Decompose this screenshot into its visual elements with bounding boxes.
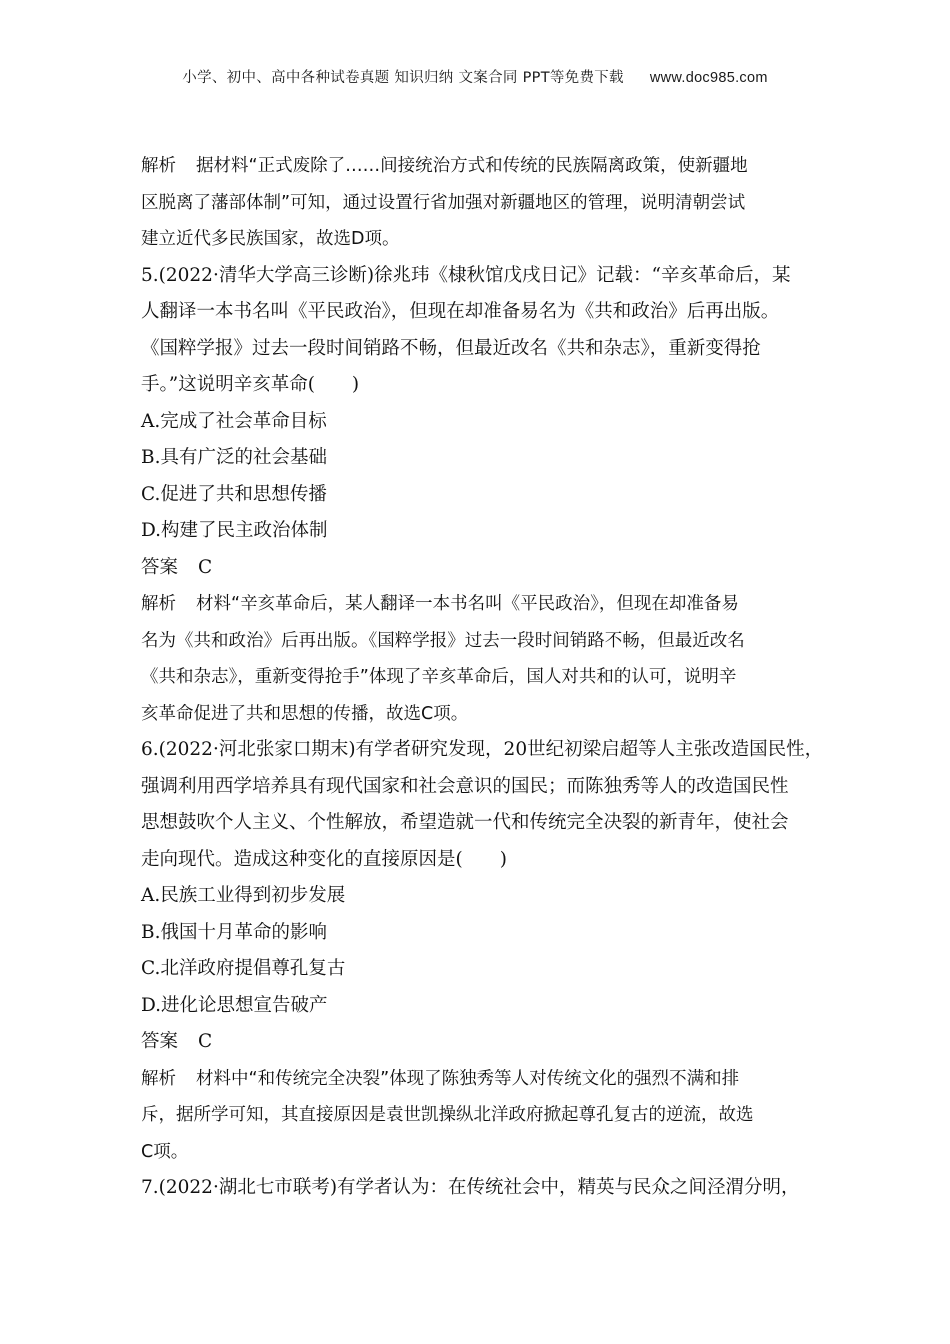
analysis-line xyxy=(141,586,813,623)
page-header xyxy=(0,66,950,87)
analysis-line: 亥革命促进了共和思想的传播，故选C项。 xyxy=(141,703,469,724)
question-stem-line: 思想鼓吹个人主义、个性解放，希望造就一代和传统完全决裂的新青年，使社会 xyxy=(141,812,789,833)
header-site-link[interactable]: www.doc985.com xyxy=(649,70,768,86)
analysis-label: 解析 xyxy=(141,156,176,176)
question-stem-line: 《国粹学报》过去一段时间销路不畅，但最近改名《共和杂志》，重新变得抢 xyxy=(141,337,761,359)
answer-line xyxy=(141,1024,813,1061)
answer-value: C xyxy=(198,556,213,578)
answer-label: 答案 xyxy=(141,1031,179,1052)
analysis-line: 《共和杂志》，重新变得抢手”体现了辛亥革命后，国人对共和的认可，说明辛 xyxy=(141,667,737,687)
question-stem-line: 手。”这说明辛亥革命( ) xyxy=(141,374,360,395)
analysis-line: C项。 xyxy=(141,1141,189,1162)
option-d: D.构建了民主政治体制 xyxy=(141,520,328,541)
answer-label: 答案 xyxy=(141,556,179,578)
question-stem-line: 走向现代。造成这种变化的直接原因是( ) xyxy=(141,848,507,870)
header-text: 小学、初中、高中各种试卷真题 知识归纳 文案合同 PPT等免费下载 xyxy=(182,70,624,86)
analysis-line: 区脱离了藩部体制”可知，通过设置行省加强对新疆地区的管理，说明清朝尝试 xyxy=(141,192,746,213)
analysis-line: 名为《共和政治》后再出版。《国粹学报》过去一段时间销路不畅，但最近改名 xyxy=(141,630,745,651)
question-6 xyxy=(141,732,824,1170)
analysis-line xyxy=(141,1061,813,1098)
question-5 xyxy=(141,258,813,733)
analysis-line: 建立近代多民族国家，故选D项。 xyxy=(141,229,400,249)
analysis-text: 据材料“正式废除了……间接统治方式和传统的民族隔离政策，使新疆地 xyxy=(196,156,748,176)
option-c: C.北洋政府提倡尊孔复古 xyxy=(141,958,346,979)
document-body xyxy=(141,148,824,1207)
option-a: A.完成了社会革命目标 xyxy=(141,410,327,432)
question-7 xyxy=(141,1170,813,1207)
question-stem-line: 7.(2022·湖北七市联考)有学者认为：在传统社会中，精英与民众之间泾渭分明， xyxy=(141,1177,800,1198)
answer-line xyxy=(141,550,813,587)
question-stem-line: 强调利用西学培养具有现代国家和社会意识的国民；而陈独秀等人的改造国民性 xyxy=(141,775,789,797)
option-b: B.俄国十月革命的影响 xyxy=(141,921,327,943)
q4-analysis-block xyxy=(141,148,813,258)
option-a: A.民族工业得到初步发展 xyxy=(141,885,346,906)
analysis-text: 材料“辛亥革命后，某人翻译一本书名叫《平民政治》，但现在却准备易 xyxy=(196,594,739,614)
analysis-text: 材料中“和传统完全决裂”体现了陈独秀等人对传统文化的强烈不满和排 xyxy=(196,1068,740,1089)
analysis-label: 解析 xyxy=(141,1068,176,1089)
option-b: B.具有广泛的社会基础 xyxy=(141,447,327,468)
question-stem-line: 人翻译一本书名叫《平民政治》，但现在却准备易名为《共和政治》后再出版。 xyxy=(141,301,780,322)
question-stem-line: 5.(2022·清华大学高三诊断)徐兆玮《棣秋馆戊戌日记》记载：“辛亥革命后，某 xyxy=(141,264,791,286)
option-d: D.进化论思想宣告破产 xyxy=(141,994,328,1016)
analysis-line: 斥，据所学可知，其直接原因是袁世凯操纵北洋政府掀起尊孔复古的逆流，故选 xyxy=(141,1105,754,1125)
analysis-line xyxy=(141,148,813,185)
question-stem-line: 6.(2022·河北张家口期末)有学者研究发现，20世纪初梁启超等人主张改造国民性， xyxy=(141,739,824,760)
option-c: C.促进了共和思想传播 xyxy=(141,483,327,505)
answer-value: C xyxy=(198,1031,213,1052)
analysis-label: 解析 xyxy=(141,594,176,614)
